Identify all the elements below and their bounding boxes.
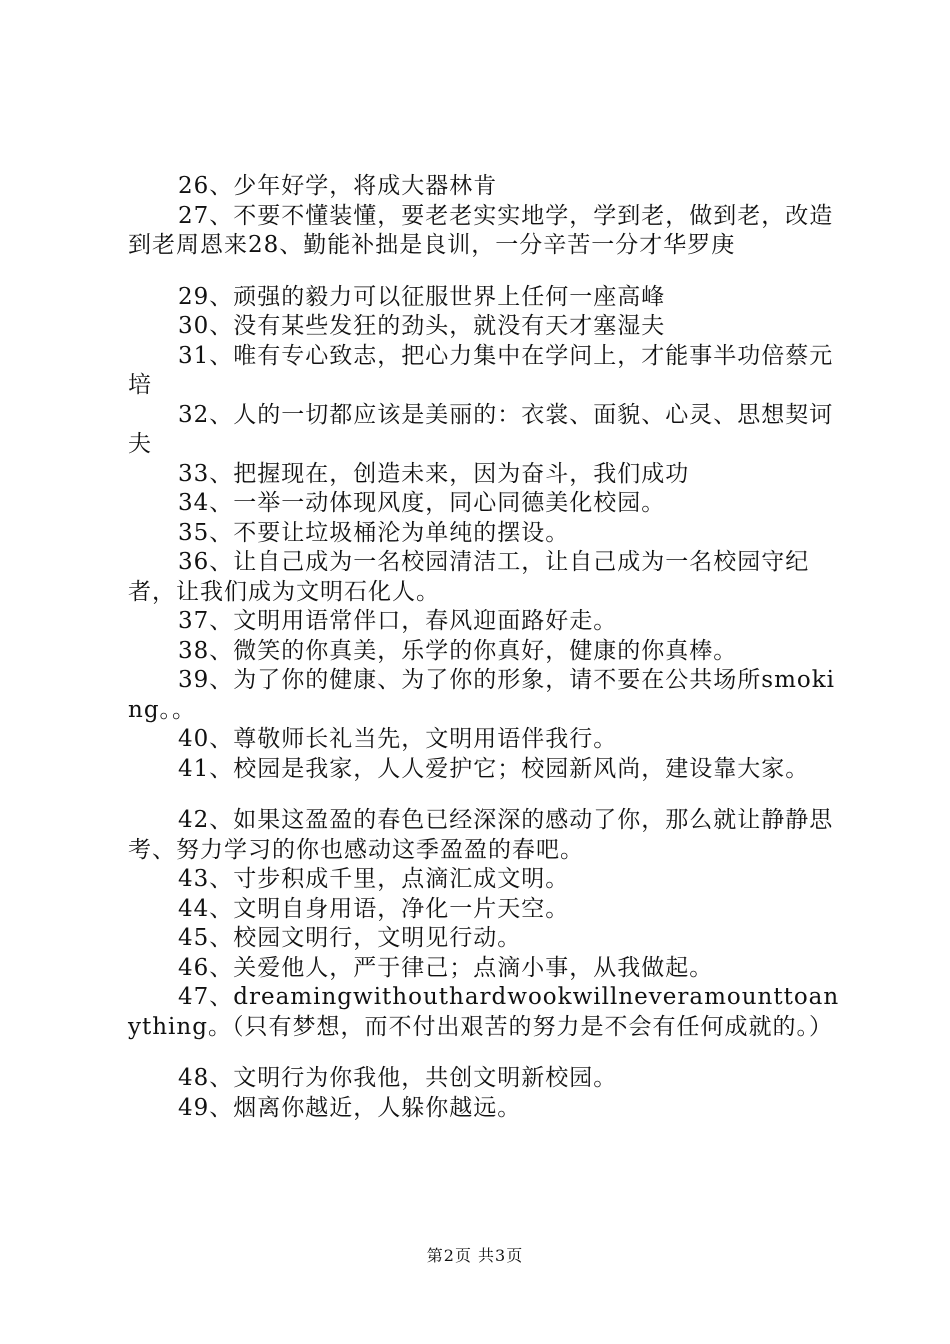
paragraph-34: 34、一举一动体现风度，同心同德美化校园。 <box>178 490 666 516</box>
paragraph-49: 49、烟离你越近，人躲你越远。 <box>178 1094 522 1121</box>
paragraph-30: 30、没有某些发狂的劲头，就没有天才塞湿夫 <box>178 313 666 339</box>
paragraph-32: 32、人的一切都应该是美丽的：衣裳、面貌、心灵、思想契诃夫 <box>128 401 834 457</box>
paragraph-37: 37、文明用语常伴口，春风迎面路好走。 <box>178 608 618 634</box>
paragraph-44: 44、文明自身用语，净化一片天空。 <box>178 895 570 922</box>
paragraph-43: 43、寸步积成千里，点滴汇成文明。 <box>178 866 570 892</box>
paragraph-31: 31、唯有专心致志，把心力集中在学问上，才能事半功倍蔡元培 <box>128 342 834 398</box>
paragraph-38: 38、微笑的你真美，乐学的你真好，健康的你真棒。 <box>178 637 738 664</box>
paragraph-47: 47、dreamingwithouthardwookwillneveramounttoanything。（只有梦想，而不付出艰苦的努力是不会有任何成就的。） <box>128 984 840 1040</box>
paragraph-42: 42、如果这盈盈的春色已经深深的感动了你，那么就让静静思考、努力学习的你也感动这季盈盈的春吧。 <box>128 807 834 863</box>
paragraph-41: 41、校园是我家，人人爱护它；校园新风尚，建设靠大家。 <box>178 755 810 782</box>
paragraph-27-28: 27、不要不懂装懂，要老老实实地学，学到老，做到老，改造到老周恩来28、勤能补拙是良训，一分辛苦一分才华罗庚 <box>128 202 834 258</box>
page-footer: 第2页 共3页 <box>426 1246 524 1265</box>
paragraph-46: 46、关爱他人，严于律己；点滴小事，从我做起。 <box>178 954 714 981</box>
paragraph-29: 29、顽强的毅力可以征服世界上任何一座高峰 <box>178 283 666 310</box>
paragraph-35: 35、不要让垃圾桶沦为单纯的摆设。 <box>178 519 570 546</box>
paragraph-33: 33、把握现在，创造未来，因为奋斗，我们成功 <box>178 460 690 487</box>
paragraph-36: 36、让自己成为一名校园清洁工，让自己成为一名校园守纪者，让我们成为文明石化人。 <box>128 549 810 605</box>
document-body <box>128 172 840 1123</box>
paragraph-26: 26、少年好学，将成大器林肯 <box>178 173 498 199</box>
paragraph-39: 39、为了你的健康、为了你的形象，请不要在公共场所smoking。。 <box>128 667 836 723</box>
paragraph-45: 45、校园文明行，文明见行动。 <box>178 925 522 951</box>
paragraph-40: 40、尊敬师长礼当先，文明用语伴我行。 <box>178 726 618 752</box>
paragraph-48: 48、文明行为你我他，共创文明新校园。 <box>178 1065 618 1091</box>
